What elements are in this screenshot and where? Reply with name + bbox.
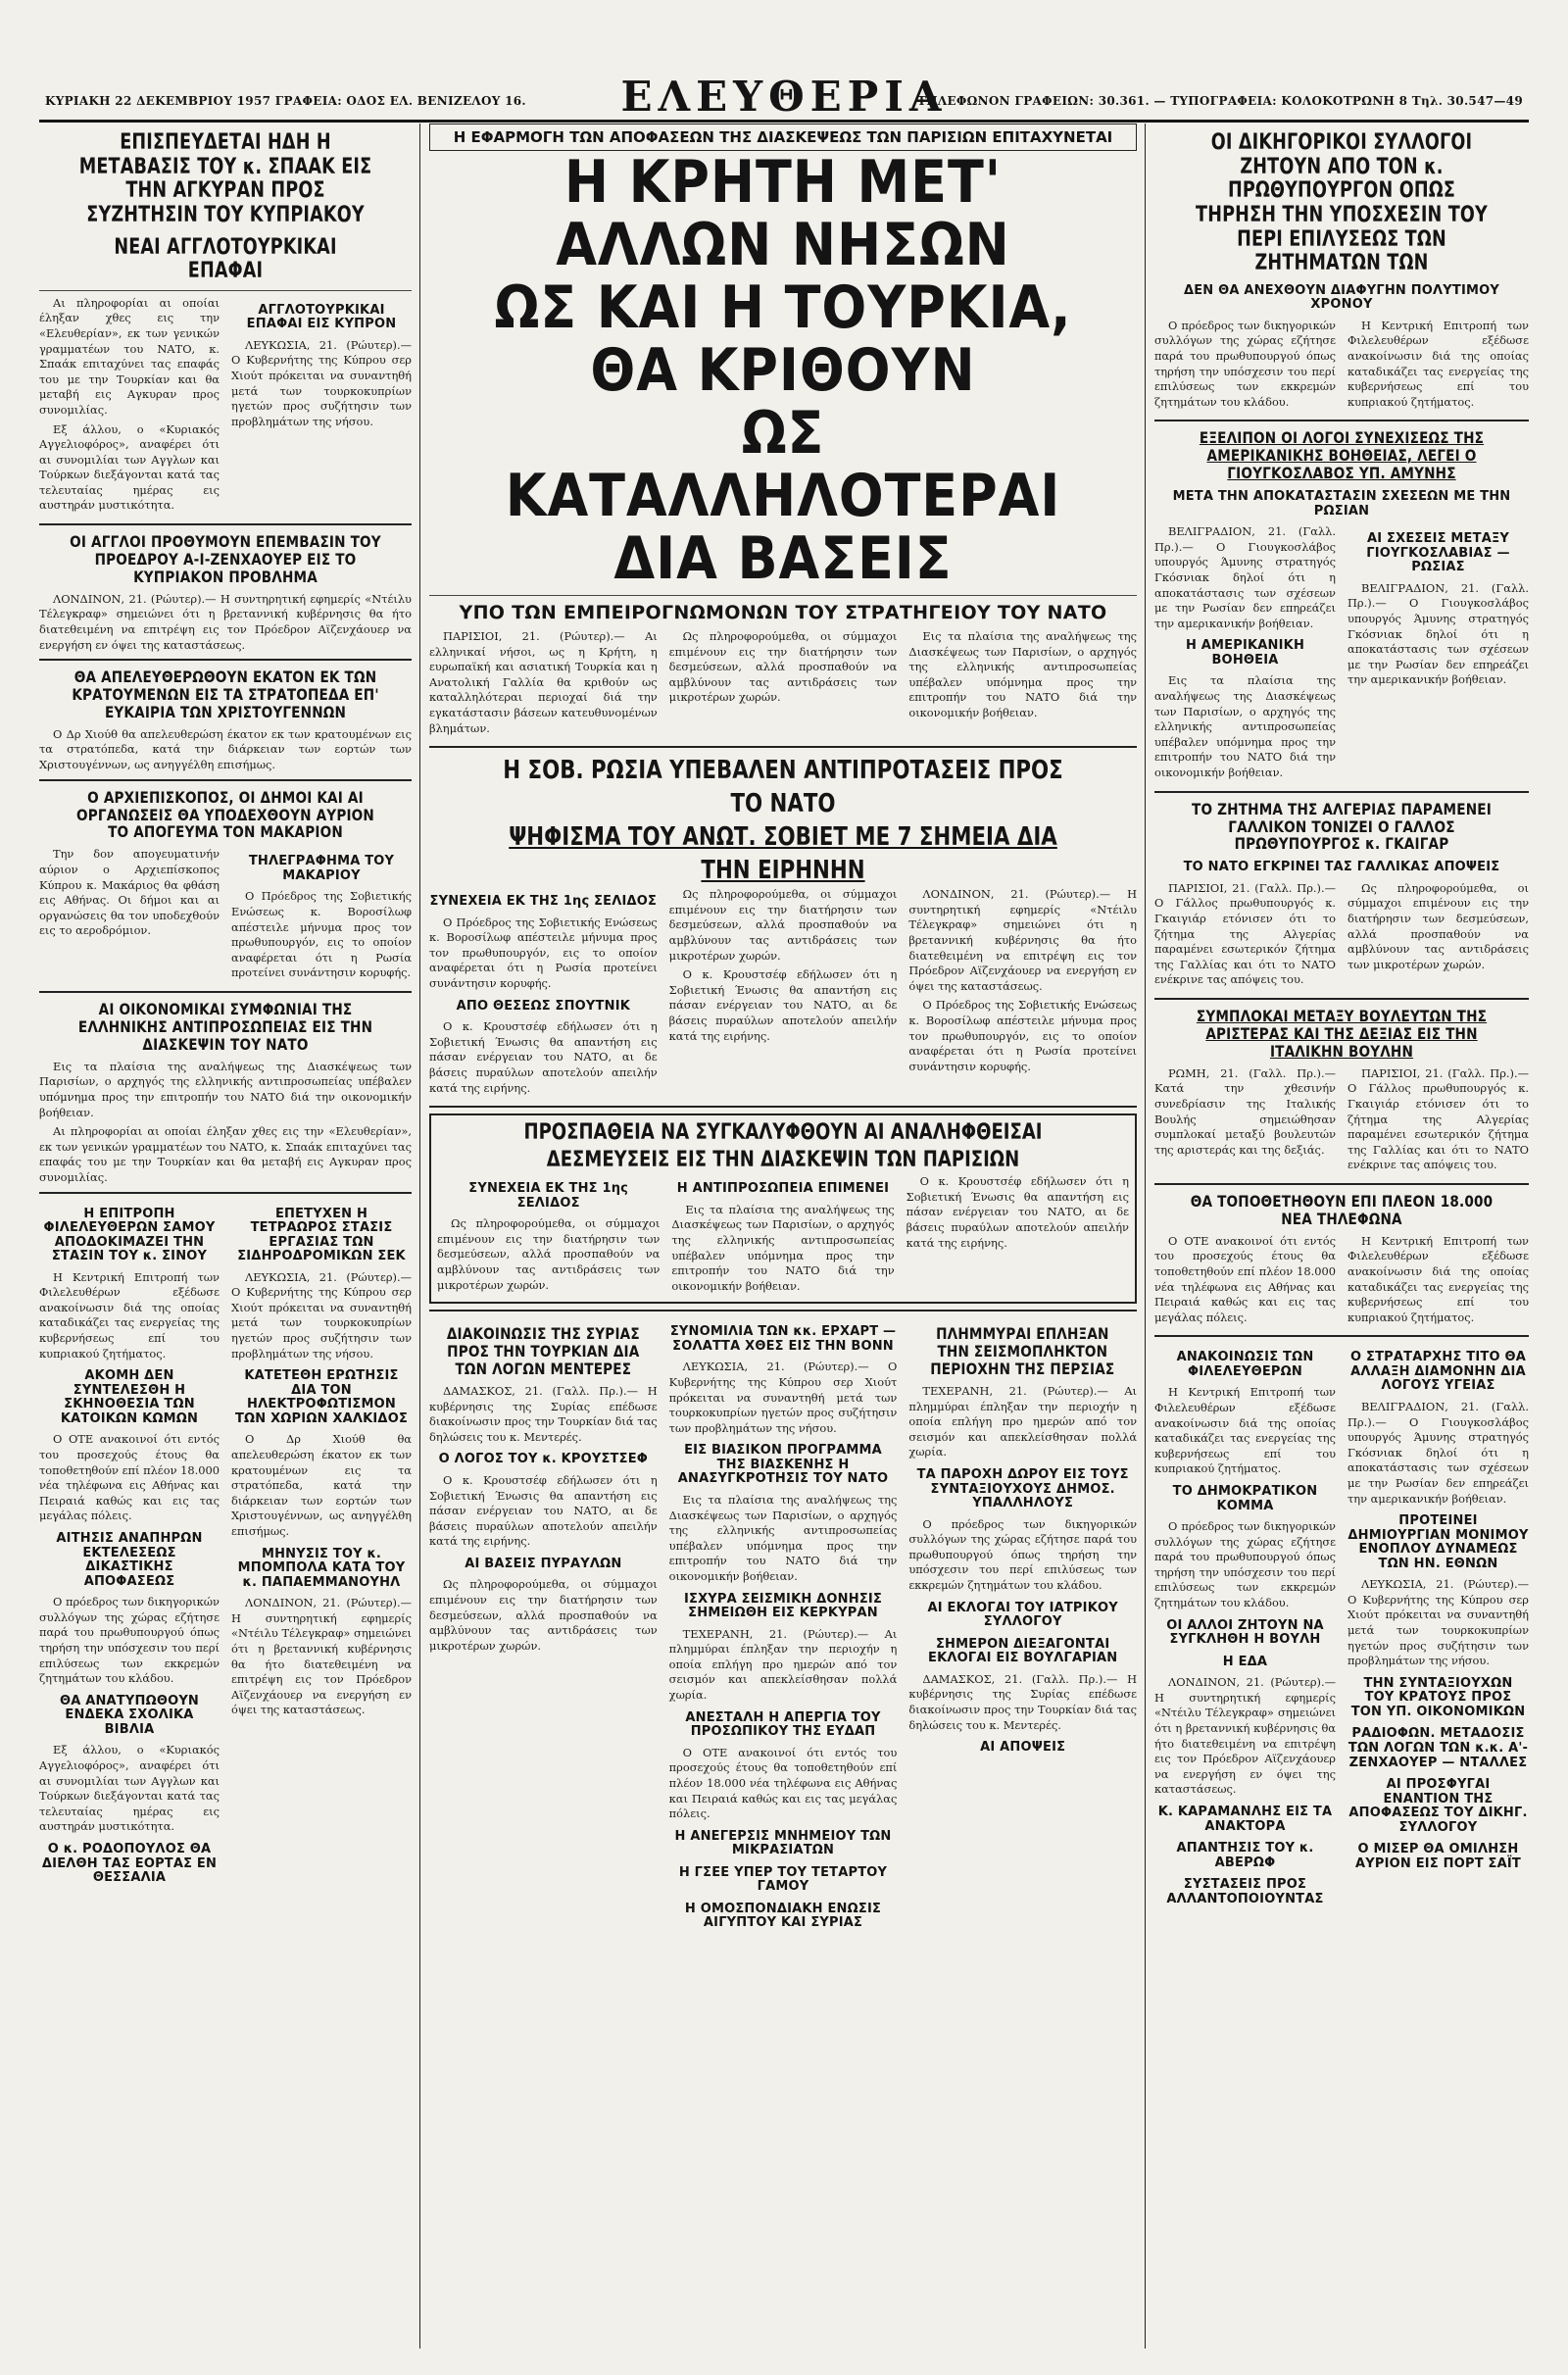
subhead-averoff: ΑΠΑΝΤΗΣΙΣ ΤΟΥ κ. ΑΒΕΡΩΦ [1176, 1841, 1314, 1870]
article-telephones [1154, 1234, 1529, 1330]
article-text: Αι πληροφορίαι αι οποίαι έληξαν χθες εις την «Ελευθερίαν», εκ των γενικών γραμματέων του ΝΑΤΟ, κ. Σπαάκ επιταχύνει τας επαφάς του με την Τουρκίαν και θα μεταβή εις Αγκυραν προς συνομιλίας. [39, 295, 220, 417]
article-text: Ο κ. Κρουστσέφ εδήλωσεν ότι η Σοβιετική Ένωσις θα απαντήση εις πάσαν ενέργειαν του ΝΑΤΟ, αι δε βάσεις πυραύλων αποτελούν απειλήν κατά της ειρήνης. [429, 1019, 658, 1095]
article-text: ΠΑΡΙΣΙΟΙ, 21. (Γαλλ. Πρ.).— Ο Γάλλος πρωθυπουργός κ. Γκαιγιάρ ετόνισεν ότι το ζήτημα της Αλγερίας παραμένει εσωτερικόν ζήτημα της Γαλλίας και ότι το ΝΑΤΟ ενέκρινε τας απόψεις του. [1154, 880, 1336, 987]
headline-yugoslav-aid: ΕΞΕΛΙΠΟΝ ΟΙ ΛΟΓΟΙ ΣΥΝΕΧΙΣΕΩΣ ΤΗΣ ΑΜΕΡΙΚΑΝΙΚΗΣ ΒΟΗΘΕΙΑΣ, ΛΕΓΕΙ Ο ΓΙΟΥΓΚΟΣΛΑΒΟΣ ΥΠ. ΑΜΥΝΗΣ [1199, 428, 1485, 483]
article-text: ΒΕΛΙΓΡΑΔΙΟΝ, 21. (Γαλλ. Πρ.).— Ο Γιουγκοσλάβος υπουργός Άμυνης στρατηγός Γκόσνιακ δηλοί ότι η αποκατάστασις των σχέσεων με την Ρωσίαν δεν επηρεάζει την αμερικανικήν βοήθειαν. [1348, 1399, 1529, 1506]
headline-lawyers: ΟΙ ΔΙΚΗΓΟΡΙΚΟΙ ΣΥΛΛΟΓΟΙ ΖΗΤΟΥΝ ΑΠΟ ΤΟΝ κ. ΠΡΩΘΥΠΟΥΡΓΟΝ ΟΠΩΣ ΤΗΡΗΣΗ ΤΗΝ ΥΠΟΣΧΕΣΙΝ ΤΟΥ ΠΕΡΙ ΕΠΙΛΥΣΕΩΣ ΤΩΝ ΖΗΤΗΜΑΤΩΝ ΤΩΝ [1196, 130, 1488, 276]
article-text: Ο Πρόεδρος της Σοβιετικής Ενώσεως κ. Βοροσίλωφ απέστειλε μήνυμα προς τον πρωθυπουργόν, εις το οποίον αναφέρεται ότι η Ρωσία προτείνει συνάντησιν κορυφής. [908, 998, 1138, 1073]
headline-makarios: Ο ΑΡΧΙΕΠΙΣΚΟΠΟΣ, ΟΙ ΔΗΜΟΙ ΚΑΙ ΑΙ ΟΡΓΑΝΩΣΕΙΣ ΘΑ ΥΠΟΔΕΧΘΟΥΝ ΑΥΡΙΟΝ ΤΟ ΑΠΟΓΕΥΜΑ ΤΟΝ ΜΑΚΑΡΙΟΝ [76, 787, 374, 842]
subhead-democratic-party: ΤΟ ΔΗΜΟΚΡΑΤΙΚΟΝ ΚΟΜΜΑ [1172, 1483, 1318, 1513]
article-spaak [39, 296, 412, 518]
article-text: ΒΕΛΙΓΡΑΔΙΟΝ, 21. (Γαλλ. Πρ.).— Ο Γιουγκοσλάβος υπουργός Άμυνης στρατηγός Γκόσνιακ δηλοί ότι η αποκατάστασις των σχέσεων με την Ρωσίαν δεν επηρεάζει την αμερικανικήν βοήθειαν. [1348, 580, 1529, 687]
article-text: ΔΑΜΑΣΚΟΣ, 21. (Γαλλ. Πρ.).— Η κυβέρνησις της Συρίας επέδωσε διακοίνωσιν προς την Τουρκίαν διά τας δηλώσεις του κ. Μεντερές. [908, 1671, 1138, 1732]
brief-head: ΤΑ ΠΑΡΟΧΗ ΔΩΡΟΥ ΕΙΣ ΤΟΥΣ ΣΥΝΤΑΞΙΟΥΧΟΥΣ ΔΗΜΟΣ. ΥΠΑΛΛΗΛΟΥΣ [916, 1466, 1129, 1511]
brief-head: Ο κ. ΡΟΔΟΠΟΥΛΟΣ ΘΑ ΔΙΕΛΘΗ ΤΑΣ ΕΟΡΤΑΣ ΕΝ ΘΕΣΣΑΛΙΑ [41, 1841, 218, 1886]
brief-head: Η ΟΜΟΣΠΟΝΔΙΑΚΗ ΕΝΩΣΙΣ ΑΙΓΥΠΤΟΥ ΚΑΙ ΣΥΡΙΑΣ [684, 1901, 882, 1931]
left-column [39, 124, 412, 1892]
article-text: ΛΟΝΔΙΝΟΝ, 21. (Ρώυτερ).— Η συντηρητική εφημερίς «Ντέιλυ Τέλεγκραφ» σημειώνει ότι η βρεταννική κυβέρνησις θα ήτο διατεθειμένη να επιτρέψη εις τον Πρόεδρον Αϊζενχάουερ να ενεργήση εν όψει της καταστάσεως. [231, 1596, 412, 1717]
lead-banner-line-1: Η ΚΡΗΤΗ ΜΕΤ' ΑΛΛΩΝ ΝΗΣΩΝ [556, 148, 1010, 279]
article-text: Ο κ. Κρουστσέφ εδήλωσεν ότι η Σοβιετική Ένωσις θα απαντήση εις πάσαν ενέργειαν του ΝΑΤΟ, αι δε βάσεις πυραύλων αποτελούν απειλήν κατά της ειρήνης. [668, 967, 898, 1043]
article-text: Ο ΟΤΕ ανακοινοί ότι εντός του προσεχούς έτους θα τοποθετηθούν επί πλέον 18.000 νέα τηλέφωνα εις Αθήνας και Πειραιά καθώς και εις τας μεγάλας πόλεις. [1154, 1233, 1336, 1324]
subheadline-yugoslav: ΜΕΤΑ ΤΗΝ ΑΠΟΚΑΤΑΣΤΑΣΙΝ ΣΧΕΣΕΩΝ ΜΕ ΤΗΝ ΡΩΣΙΑΝ [1172, 489, 1511, 519]
article-text: Εξ άλλου, ο «Κυριακός Αγγελιοφόρος», αναφέρει ότι αι συνομιλίαι των Αγγλων και Τούρκων διεξάγονται κατά τας τελευταίας ημέρας εις αυστηράν μυστικότητα. [39, 421, 220, 513]
article-text: Η Κεντρική Επιτροπή των Φιλελευθέρων εξέδωσε ανακοίνωσιν διά της οποίας καταδικάζει τας ενεργείας της κυβερνήσεως επί του κυπριακού ζητήματος. [1154, 1385, 1336, 1476]
brief-head: ΑΙΤΗΣΙΣ ΑΝΑΠΗΡΩΝ ΕΚΤΕΛΕΣΕΩΣ ΔΙΚΑΣΤΙΚΗΣ ΑΠΟΦΑΣΕΩΣ [56, 1531, 203, 1589]
article-text: Η Κεντρική Επιτροπή των Φιλελευθέρων εξέδωσε ανακοίνωσιν διά της οποίας καταδικάζει τας ενεργείας της κυβερνήσεως επί του κυπριακού ζητήματος. [39, 1269, 220, 1361]
column-rule [1145, 124, 1146, 2349]
subheadline-algeria: ΤΟ ΝΑΤΟ ΕΓΚΡΙΝΕΙ ΤΑΣ ΓΑΛΛΙΚΑΣ ΑΠΟΨΕΙΣ [1183, 860, 1500, 875]
article-text: ΛΕΥΚΩΣΙΑ, 21. (Ρώυτερ).— Ο Κυβερνήτης της Κύπρου σερ Χιούτ πρόκειται να συναντηθή μετά των τουρκοκυπρίων ηγετών προς συζήτησιν των προβλημάτων της νήσου. [668, 1360, 898, 1435]
article-text: Ως πληροφορούμεθα, οι σύμμαχοι επιμένουν εις την διατήρησιν των δεσμεύσεων, αλλά προσπαθούν να αμβλύνουν τας αντιδράσεις των μικροτέρων χωρών. [1348, 880, 1529, 971]
rule [1154, 420, 1529, 421]
rule [39, 659, 412, 661]
article-text: ΡΩΜΗ, 21. (Γαλλ. Πρ.).— Κατά την χθεσινήν συνεδρίασιν της Ιταλικής Βουλής σημειώθησαν συμπλοκαί μεταξύ βουλευτών της αριστεράς και της δεξιάς. [1154, 1065, 1336, 1157]
lower-center [429, 1317, 1137, 1937]
article-text: ΒΕΛΙΓΡΑΔΙΟΝ, 21. (Γαλλ. Πρ.).— Ο Γιουγκοσλάβος υπουργός Άμυνης στρατηγός Γκόσνιακ δηλοί ότι η αποκατάστασις των σχέσεων με την Ρωσίαν δεν επηρεάζει την αμερικανικήν βοήθειαν. [1154, 524, 1336, 630]
right-column [1154, 124, 1529, 1912]
article-text: Εις τα πλαίσια της αναλήψεως της Διασκέψεως των Παρισίων, ο αρχηγός της ελληνικής αντιπροσωπείας υπέβαλεν υπόμνημα προς την επιτροπήν του ΝΑΤΟ διά την οικονομικήν βοήθειαν. [39, 1059, 412, 1119]
subhead-sputnik: ΑΠΟ ΘΕΣΕΩΣ ΣΠΟΥΤΝΙΚ [456, 998, 631, 1014]
article-text: Εις τα πλαίσια της αναλήψεως της Διασκέψεως των Παρισίων, ο αρχηγός της ελληνικής αντιπροσωπείας υπέβαλεν υπόμνημα προς την επιτροπήν του ΝΑΤΟ διά την οικονομικήν βοήθειαν. [668, 1493, 898, 1583]
article-text: Ο πρόεδρος των δικηγορικών συλλόγων της χώρας εζήτησε παρά του πρωθυπουργού όπως τηρήση την υπόσχεσιν του περί επιλύσεως των εκκρεμών ζητημάτων του κλάδου. [39, 1595, 220, 1686]
article-text: ΤΕΧΕΡΑΝΗ, 21. (Ρώυτερ).— Αι πλημμύραι έπληξαν την περιοχήν η οποία επλήγη προ ημερών από τον σεισμόν και απεκλείσθησαν πολλά χωρία. [908, 1384, 1138, 1460]
rule [1154, 998, 1529, 1000]
front-page [39, 124, 1529, 2349]
article-algeria [1154, 881, 1529, 992]
rule [429, 1106, 1137, 1108]
headline-syria: ΔΙΑΚΟΙΝΩΣΙΣ ΤΗΣ ΣΥΡΙΑΣ ΠΡΟΣ ΤΗΝ ΤΟΥΡΚΙΑΝ ΔΙΑ ΤΩΝ ΛΟΓΩΝ ΜΕΝΤΕΡΕΣ [446, 1324, 640, 1379]
article-text: ΔΑΜΑΣΚΟΣ, 21. (Γαλλ. Πρ.).— Η κυβέρνησις της Συρίας επέδωσε διακοίνωσιν προς την Τουρκίαν διά τας δηλώσεις του κ. Μεντερές. [429, 1384, 658, 1444]
subheadline-lawyers: ΔΕΝ ΘΑ ΑΝΕΧΘΟΥΝ ΔΙΑΦΥΓΗΝ ΠΟΛΥΤΙΜΟΥ ΧΡΟΝΟΥ [1183, 282, 1500, 313]
brief-head: ΡΑΔΙΟΦΩΝ. ΜΕΤΑΔΟΣΙΣ ΤΩΝ ΛΟΓΩΝ ΤΩΝ κ.κ. Α'-ΖΕΝΧΑΟΥΕΡ — ΝΤΑΛΛΕΣ [1348, 1726, 1529, 1770]
brief-head: ΑΙ ΑΠΟΨΕΙΣ [980, 1740, 1066, 1756]
center-column [429, 124, 1137, 1937]
lead-banner-line-2: ΩΣ ΚΑΙ Η ΤΟΥΡΚΙΑ, ΘΑ ΚΡΙΘΟΥΝ [494, 273, 1072, 405]
paris-commitments-box [429, 1113, 1137, 1304]
headline-paris-commitments: ΠΡΟΣΠΑΘΕΙΑ ΝΑ ΣΥΓΚΑΛΥΦΘΟΥΝ ΑΙ ΑΝΑΛΗΦΘΕΙΣΑΙ ΔΕΣΜΕΥΣΕΙΣ ΕΙΣ ΤΗΝ ΔΙΑΣΚΕΨΙΝ ΤΩΝ ΠΑΡΙΣΙΩΝ [523, 1120, 1043, 1173]
subhead-missile-bases: ΑΙ ΒΑΣΕΙΣ ΠΥΡΑΥΛΩΝ [465, 1556, 622, 1571]
brief-head: Η ΑΝΕΓΕΡΣΙΣ ΜΝΗΜΕΙΟΥ ΤΩΝ ΜΙΚΡΑΣΙΑΤΩΝ [674, 1828, 892, 1858]
brief-head: Η ΕΠΙΤΡΟΠΗ ΦΙΛΕΛΕΥΘΕΡΩΝ ΣΑΜΟΥ ΑΠΟΔΟΚΙΜΑΖΕΙ ΤΗΝ ΣΤΑΣΙΝ ΤΟΥ κ. ΣΙΝΟΥ [43, 1206, 216, 1264]
rule [429, 746, 1137, 748]
article-text: ΤΕΧΕΡΑΝΗ, 21. (Ρώυτερ).— Αι πλημμύραι έπληξαν την περιοχήν η οποία επλήγη προ ημερών από τον σεισμόν και απεκλείσθησαν πολλά χωρία. [668, 1626, 898, 1703]
soviet-article [429, 887, 1137, 1100]
article-text: ΛΟΝΔΙΝΟΝ, 21. (Ρώυτερ).— Η συντηρητική εφημερίς «Ντέιλυ Τέλεγκραφ» σημειώνει ότι η βρεταννική κυβέρνησις θα ήτο διατεθειμένη να επιτρέψη εις τον Πρόεδρον Αϊζενχάουερ να ενεργήση εν όψει της καταστάσεως. [908, 887, 1138, 993]
rule [39, 779, 412, 781]
headline-telephones: ΘΑ ΤΟΠΟΘΕΤΗΘΟΥΝ ΕΠΙ ΠΛΕΟΝ 18.000 ΝΕΑ ΤΗΛΕΦΩΝΑ [1190, 1191, 1494, 1228]
column-rule [419, 124, 420, 2349]
article-text: Ο Δρ Χιούθ θα απελευθερώση έκατον εκ των κρατουμένων εις τα στρατόπεδα, κατά την διάρκειαν των εορτών των Χριστουγέννων, ως ανηγγέλθη επισήμως. [39, 726, 412, 772]
masthead [39, 73, 1529, 123]
lead-article [429, 629, 1137, 740]
lead-banner-line-3: ΩΣ ΚΑΤΑΛΛΗΛΟΤΕΡΑΙ ΔΙΑ ΒΑΣΕΙΣ [505, 399, 1061, 593]
brief-head: ΑΝΕΣΤΑΛΗ Η ΑΠΕΡΓΙΑ ΤΟΥ ΠΡΟΣΩΠΙΚΟΥ ΤΗΣ ΕΥΔΑΠ [685, 1709, 881, 1740]
article-text: Ο κ. Κρουστσέφ εδήλωσεν ότι η Σοβιετική Ένωσις θα απαντήση εις πάσαν ενέργειαν του ΝΑΤΟ, αι δε βάσεις πυραύλων αποτελούν απειλήν κατά της ειρήνης. [906, 1174, 1129, 1250]
article-text: Ο πρόεδρος των δικηγορικών συλλόγων της χώρας εζήτησε παρά του πρωθυπουργού όπως τηρήση την υπόσχεσιν του περί επιλύσεως των εκκρεμών ζητημάτων του κλάδου. [1154, 318, 1336, 409]
brief-head: Ο ΣΤΡΑΤΑΡΧΗΣ ΤΙΤΟ ΘΑ ΑΛΛΑΞΗ ΔΙΑΜΟΝΗΝ ΔΙΑ ΛΟΓΟΥΣ ΥΓΕΙΑΣ [1350, 1350, 1526, 1394]
article-text: Ο ΟΤΕ ανακοινοί ότι εντός του προσεχούς έτους θα τοποθετηθούν επί πλέον 18.000 νέα τηλέφωνα εις Αθήνας και Πειραιά καθώς και εις τας μεγάλας πόλεις. [39, 1432, 220, 1523]
brief-head: ΠΡΟΤΕΙΝΕΙ ΔΗΜΙΟΥΡΓΙΑΝ ΜΟΝΙΜΟΥ ΕΝΟΠΛΟΥ ΔΥΝΑΜΕΩΣ ΤΩΝ ΗΝ. ΕΘΝΩΝ [1348, 1513, 1529, 1571]
article-text: ΛΕΥΚΩΣΙΑ, 21. (Ρώυτερ).— Ο Κυβερνήτης της Κύπρου σερ Χιούτ πρόκειται να συναντηθή μετά των τουρκοκυπρίων ηγετών προς συζήτησιν των προβλημάτων της νήσου. [231, 337, 412, 428]
brief-head: ΜΗΝΥΣΙΣ ΤΟΥ κ. ΜΠΟΜΠΟΛΑ ΚΑΤΑ ΤΟΥ κ. ΠΑΠΑΕΜΜΑΝΟΥΗΛ [237, 1546, 406, 1590]
article-text: Εις τα πλαίσια της αναλήψεως της Διασκέψεως των Παρισίων, ο αρχηγός της ελληνικής αντιπροσωπείας υπέβαλεν υπόμνημα προς την επιτροπήν του ΝΑΤΟ διά την οικονομικήν βοήθειαν. [1154, 673, 1336, 780]
subhead-delegation: Η ΑΝΤΙΠΡΟΣΩΠΕΙΑ ΕΠΙΜΕΝΕΙ [676, 1181, 890, 1197]
subhead-telegram: ΤΗΛΕΓΡΑΦΗΜΑ ΤΟΥ ΜΑΚΑΡΙΟΥ [248, 854, 395, 883]
headline-economic-agreements: ΑΙ ΟΙΚΟΝΟΜΙΚΑΙ ΣΥΜΦΩΝΙΑΙ ΤΗΣ ΕΛΛΗΝΙΚΗΣ ΑΝΤΙΠΡΟΣΩΠΕΙΑΣ ΕΙΣ ΤΗΝ ΔΙΑΣΚΕΨΙΝ ΤΟΥ ΝΑΤΟ [77, 1000, 373, 1054]
subhead-karamanlis: Κ. ΚΑΡΑΜΑΝΛΗΣ ΕΙΣ ΤΑ ΑΝΑΚΤΟΡΑ [1157, 1805, 1333, 1834]
article-text: ΛΟΝΔΙΝΟΝ, 21. (Ρώυτερ).— Η συντηρητική εφημερίς «Ντέιλυ Τέλεγκραφ» σημειώνει ότι η βρεταννική κυβέρνησις θα ήτο διατεθειμένη να επιτρέψη εις τον Πρόεδρον Αϊζενχάουερ να ενεργήση εν όψει της καταστάσεως. [39, 591, 412, 652]
rule [39, 523, 412, 525]
article-text: Εις τα πλαίσια της αναλήψεως της Διασκέψεως των Παρισίων, ο αρχηγός της ελληνικής αντιπροσωπείας υπέβαλεν υπόμνημα προς την επιτροπήν του ΝΑΤΟ διά την οικονομικήν βοήθειαν. [908, 629, 1138, 719]
rule [39, 1192, 412, 1194]
brief-head: ΣΗΜΕΡΟΝ ΔΙΕΞΑΓΟΝΤΑΙ ΕΚΛΟΓΑΙ ΕΙΣ ΒΟΥΛΓΑΡΙΑΝ [927, 1636, 1118, 1666]
headline-anglo-turkish: ΝΕΑΙ ΑΓΓΛΟΤΟΥΡΚΙΚΑΙ ΕΠΑΦΑΙ [114, 234, 337, 284]
article-text: ΛΕΥΚΩΣΙΑ, 21. (Ρώυτερ).— Ο Κυβερνήτης της Κύπρου σερ Χιούτ πρόκειται να συναντηθή μετά των τουρκοκυπρίων ηγετών προς συζήτησιν των προβλημάτων της νήσου. [231, 1269, 412, 1361]
continuation-note: ΣΥΝΕΧΕΙΑ ΕΚ ΤΗΣ 1ης ΣΕΛΙΔΟΣ [429, 894, 658, 910]
brief-head: Η ΓΣΕΕ ΥΠΕΡ ΤΟΥ ΤΕΤΑΡΤΟΥ ΓΑΜΟΥ [678, 1864, 888, 1895]
brief-head: ΑΙ ΕΚΛΟΓΑΙ ΤΟΥ ΙΑΤΡΙΚΟΥ ΣΥΛΛΟΓΟΥ [927, 1600, 1118, 1630]
headline-spaak: ΕΠΙΣΠΕΥΔΕΤΑΙ ΗΔΗ Η ΜΕΤΑΒΑΣΙΣ ΤΟΥ κ. ΣΠΑΑΚ ΕΙΣ ΤΗΝ ΑΓΚΥΡΑΝ ΠΡΟΣ ΣΥΖΗΤΗΣΙΝ ΤΟΥ ΚΥΠΡΙΑΚΟΥ [78, 130, 372, 227]
headline-detainees: ΘΑ ΑΠΕΛΕΥΘΕΡΩΘΟΥΝ ΕΚΑΤΟΝ ΕΚ ΤΩΝ ΚΡΑΤΟΥΜΕΝΩΝ ΕΙΣ ΤΑ ΣΤΡΑΤΟΠΕΔΑ ΕΠ' ΕΥΚΑΙΡΙΑ ΤΩΝ ΧΡΙΣΤΟΥΓΕΝΝΩΝ [72, 668, 379, 721]
article-text: Ο πρόεδρος των δικηγορικών συλλόγων της χώρας εζήτησε παρά του πρωθυπουργού όπως τηρήση την υπόσχεσιν του περί επιλύσεως των εκκρεμών ζητημάτων του κλάδου. [908, 1516, 1138, 1592]
rule [39, 290, 412, 291]
continuation-note: ΣΥΝΕΧΕΙΑ ΕΚ ΤΗΣ 1ης ΣΕΛΙΔΟΣ [468, 1181, 629, 1211]
brief-head: ΣΥΝΟΜΙΛΙΑ ΤΩΝ κκ. ΕΡΧΑΡΤ — ΣΟΛΑΤΤΑ ΧΘΕΣ ΕΙΣ ΤΗΝ ΒΟΝΝ [669, 1324, 897, 1354]
article-makarios [39, 847, 412, 985]
article-text: Ως πληροφορούμεθα, οι σύμμαχοι επιμένουν εις την διατήρησιν των δεσμεύσεων, αλλά προσπαθούν να αμβλύνουν τας αντιδράσεις των μικροτέρων χωρών. [437, 1216, 661, 1292]
rule [39, 991, 412, 993]
masthead-phones: ΤΗΛΕΦΩΝΟΝ ΓΡΑΦΕΙΩΝ: 30.361. — ΤΥΠΟΓΡΑΦΕΙΑ: ΚΟΛΟΚΟΤΡΩΝΗ 8 Τηλ. 30.547—49 [916, 94, 1523, 108]
article-text: ΛΟΝΔΙΝΟΝ, 21. (Ρώυτερ).— Η συντηρητική εφημερίς «Ντέιλυ Τέλεγκραφ» σημειώνει ότι η βρεταννική κυβέρνησις θα ήτο διατεθειμένη να επιτρέψη εις τον Πρόεδρον Αϊζενχάουερ να ενεργήση εν όψει της καταστάσεως. [1154, 1675, 1336, 1797]
brief-head: ΙΣΧΥΡΑ ΣΕΙΣΜΙΚΗ ΔΟΝΗΣΙΣ ΣΗΜΕΙΩΘΗ ΕΙΣ ΚΕΡΚΥΡΑΝ [683, 1591, 883, 1621]
headline-persia-floods: ΠΛΗΜΜΥΡΑΙ ΕΠΛΗΞΑΝ ΤΗΝ ΣΕΙΣΜΟΠΛΗΚΤΟΝ ΠΕΡΙΟΧΗΝ ΤΗΣ ΠΕΡΣΙΑΣ [930, 1324, 1115, 1379]
article-text: Ως πληροφορούμεθα, οι σύμμαχοι επιμένουν εις την διατήρησιν των δεσμεύσεων, αλλά προσπαθούν να αμβλύνουν τας αντιδράσεις των μικροτέρων χωρών. [668, 629, 898, 705]
article-text: Ως πληροφορούμεθα, οι σύμμαχοι επιμένουν εις την διατήρησιν των δεσμεύσεων, αλλά προσπαθούν να αμβλύνουν τας αντιδράσεις των μικροτέρων χωρών. [668, 887, 898, 963]
subhead-relations: ΑΙ ΣΧΕΣΕΙΣ ΜΕΤΑΞΥ ΓΙΟΥΓΚΟΣΛΑΒΙΑΣ — ΡΩΣΙΑΣ [1366, 531, 1510, 575]
article-text: ΛΕΥΚΩΣΙΑ, 21. (Ρώυτερ).— Ο Κυβερνήτης της Κύπρου σερ Χιούτ πρόκειται να συναντηθή μετά των τουρκοκυπρίων ηγετών προς συζήτησιν των προβλημάτων της νήσου. [1348, 1577, 1529, 1668]
brief-head: Ο ΜΙΣΕΡ ΘΑ ΟΜΙΛΗΣΗ ΑΥΡΙΟΝ ΕΙΣ ΠΟΡΤ ΣΑΪΤ [1355, 1842, 1521, 1871]
subhead-others: ΟΙ ΑΛΛΟΙ ΖΗΤΟΥΝ ΝΑ ΣΥΓΚΛΗΘΗ Η ΒΟΥΛΗ [1166, 1617, 1324, 1648]
brief-head: ΕΙΣ ΒΙΑΣΙΚΟΝ ΠΡΟΓΡΑΜΜΑ ΤΗΣ ΒΙΑΣΚΕΝΗΣ Η ΑΝΑΣΥΓΚΡΟΤΗΣΙΣ ΤΟΥ ΝΑΤΟ [677, 1443, 889, 1487]
article-text: ΠΑΡΙΣΙΟΙ, 21. (Ρώυτερ).— Αι ελληνικαί νήσοι, ως η Κρήτη, η ευρωπαϊκή και ασιατική Τουρκία και η Ανατολική Γαλλία θα κριθούν ως καταλληλότεραι περιοχαί διά την εγκατάστασιν βάσεων κατευθυνομένων βλημάτων. [429, 629, 658, 735]
article-text: Ο Δρ Χιούθ θα απελευθερώση έκατον εκ των κρατουμένων εις τα στρατόπεδα, κατά την διάρκειαν των εορτών των Χριστουγέννων, ως ανηγγέλθη επισήμως. [231, 1432, 412, 1538]
right-briefs [1154, 1343, 1529, 1912]
article-text: Η Κεντρική Επιτροπή των Φιλελευθέρων εξέδωσε ανακοίνωσιν διά της οποίας καταδικάζει τας ενεργείας της κυβερνήσεως επί του κυπριακού ζητήματος. [1348, 1233, 1529, 1324]
subhead-eda: Η ΕΔΑ [1222, 1654, 1268, 1669]
headline-soviet-counterproposals: Η ΣΟΒ. ΡΩΣΙΑ ΥΠΕΒΑΛΕΝ ΑΝΤΙΠΡΟΤΑΣΕΙΣ ΠΡΟΣ ΤΟ ΝΑΤΟ [503, 756, 1063, 819]
rule [1154, 791, 1529, 793]
article-text: Αι πληροφορίαι αι οποίαι έληξαν χθες εις την «Ελευθερίαν», εκ των γενικών γραμματέων του ΝΑΤΟ, κ. Σπαάκ επιταχύνει τας επαφάς του με την Τουρκίαν και θα μεταβή εις Αγκυραν προς συνομιλίας. [39, 1124, 412, 1184]
article-text: Ο ΟΤΕ ανακοινοί ότι εντός του προσεχούς έτους θα τοποθετηθούν επί πλέον 18.000 νέα τηλέφωνα εις Αθήνας και Πειραιά καθώς και εις τας μεγάλας πόλεις. [668, 1745, 898, 1821]
article-text: Ως πληροφορούμεθα, οι σύμμαχοι επιμένουν εις την διατήρησιν των δεσμεύσεων, αλλά προσπαθούν να αμβλύνουν τας αντιδράσεις των μικροτέρων χωρών. [429, 1577, 658, 1653]
article-yugoslav [1154, 524, 1529, 784]
rule [1154, 1183, 1529, 1185]
brief-head: ΤΗΝ ΣΥΝΤΑΞΙΟΥΧΩΝ ΤΟΥ ΚΡΑΤΟΥΣ ΠΡΟΣ ΤΟΝ ΥΠ. ΟΙΚΟΝΟΜΙΚΩΝ [1350, 1675, 1526, 1719]
article-text: Ο πρόεδρος των δικηγορικών συλλόγων της χώρας εζήτησε παρά του πρωθυπουργού όπως τηρήση την υπόσχεσιν του περί επιλύσεως των εκκρεμών ζητημάτων του κλάδου. [1154, 1519, 1336, 1610]
headline-eisenhower: ΟΙ ΑΓΓΛΟΙ ΠΡΟΘΥΜΟΥΝ ΕΠΕΜΒΑΣΙΝ ΤΟΥ ΠΡΟΕΔΡΟΥ Α-Ι-ΖΕΝΧΑΟΥΕΡ ΕΙΣ ΤΟ ΚΥΠΡΙΑΚΟΝ ΠΡΟΒΛΗΜΑ [70, 532, 381, 586]
brief-head: ΑΙ ΠΡΟΣΦΥΓΑΙ ΕΝΑΝΤΙΟΝ ΤΗΣ ΑΠΟΦΑΣΕΩΣ ΤΟΥ ΔΙΚΗΓ. ΣΥΛΛΟΓΟΥ [1348, 1777, 1528, 1835]
article-text: Ο Πρόεδρος της Σοβιετικής Ενώσεως κ. Βοροσίλωφ απέστειλε μήνυμα προς τον πρωθυπουργόν, εις το οποίον αναφέρεται ότι η Ρωσία προτείνει συνάντησιν κορυφής. [429, 915, 658, 991]
brief-head: ΣΥΣΤΑΣΕΙΣ ΠΡΟΣ ΑΛΛΑΝΤΟΠΟΙΟΥΝΤΑΣ [1166, 1877, 1324, 1906]
briefs [39, 1200, 412, 1892]
subhead-liberals: ΑΝΑΚΟΙΝΩΣΙΣ ΤΩΝ ΦΙΛΕΛΕΥΘΕΡΩΝ [1176, 1350, 1314, 1379]
article-text: Η Κεντρική Επιτροπή των Φιλελευθέρων εξέδωσε ανακοίνωσιν διά της οποίας καταδικάζει τας ενεργείας της κυβερνήσεως επί του κυπριακού ζητήματος. [1348, 318, 1529, 409]
rule [429, 1310, 1137, 1311]
headline-soviet-resolution: ΨΗΦΙΣΜΑ ΤΟΥ ΑΝΩΤ. ΣΟΒΙΕΤ ΜΕ 7 ΣΗΜΕΙΑ ΔΙΑ ΤΗΝ ΕΙΡΗΝΗΝ [509, 822, 1057, 886]
headline-italian-parliament: ΣΥΜΠΛΟΚΑΙ ΜΕΤΑΞΥ ΒΟΥΛΕΥΤΩΝ ΤΗΣ ΑΡΙΣΤΕΡΑΣ ΚΑΙ ΤΗΣ ΔΕΞΙΑΣ ΕΙΣ ΤΗΝ ΙΤΑΛΙΚΗΝ ΒΟΥΛΗΝ [1196, 1007, 1488, 1061]
article-text: Την δον απογευματινήν αύριον ο Αρχιεπίσκοπος Κύπρου κ. Μακάριος θα φθάση εις Αθήνας. Οι δήμοι και αι οργανώσεις θα τον υποδεχθούν εις το αεροδρόμιον. [39, 847, 220, 938]
brief-head: ΚΑΤΕΤΕΘΗ ΕΡΩΤΗΣΙΣ ΔΙΑ ΤΟΝ ΗΛΕΚΤΡΟΦΩΤΙΣΜΟΝ ΤΩΝ ΧΩΡΙΩΝ ΧΑΛΚΙΔΟΣ [234, 1368, 409, 1426]
lead-subheadline: ΥΠΟ ΤΩΝ ΕΜΠΕΙΡΟΓΝΩΜΟΝΩΝ ΤΟΥ ΣΤΡΑΤΗΓΕΙΟΥ ΤΟΥ ΝΑΤΟ [459, 602, 1107, 623]
rule [1154, 1335, 1529, 1337]
article-text: Ο Πρόεδρος της Σοβιετικής Ενώσεως κ. Βοροσίλωφ απέστειλε μήνυμα προς τον πρωθυπουργόν, εις το οποίον αναφέρεται ότι η Ρωσία προτείνει συνάντησιν κορυφής. [231, 889, 412, 980]
lead-kicker: Η ΕΦΑΡΜΟΓΗ ΤΩΝ ΑΠΟΦΑΣΕΩΝ ΤΗΣ ΔΙΑΣΚΕΨΕΩΣ ΤΩΝ ΠΑΡΙΣΙΩΝ ΕΠΙΤΑΧΥΝΕΤΑΙ [429, 124, 1137, 151]
article-text: Εις τα πλαίσια της αναλήψεως της Διασκέψεως των Παρισίων, ο αρχηγός της ελληνικής αντιπροσωπείας υπέβαλεν υπόμνημα προς την επιτροπήν του ΝΑΤΟ διά την οικονομικήν βοήθειαν. [671, 1202, 895, 1293]
newspaper-title: ΕΛΕΥΘΕΡΙΑ [620, 73, 948, 121]
article-text: Ο κ. Κρουστσέφ εδήλωσεν ότι η Σοβιετική Ένωσις θα απαντήση εις πάσαν ενέργειαν του ΝΑΤΟ, αι δε βάσεις πυραύλων αποτελούν απειλήν κατά της ειρήνης. [429, 1472, 658, 1549]
brief-head: ΘΑ ΑΝΑΤΥΠΩΘΟΥΝ ΕΝΔΕΚΑ ΣΧΟΛΙΚΑ ΒΙΒΛΙΑ [59, 1693, 200, 1737]
article-text: ΠΑΡΙΣΙΟΙ, 21. (Γαλλ. Πρ.).— Ο Γάλλος πρωθυπουργός κ. Γκαιγιάρ ετόνισεν ότι το ζήτημα της Αλγερίας παραμένει εσωτερικόν ζήτημα της Γαλλίας και ότι το ΝΑΤΟ ενέκρινε τας απόψεις του. [1348, 1065, 1529, 1172]
subhead-american-aid: Η ΑΜΕΡΙΚΑΝΙΚΗ ΒΟΗΘΕΙΑ [1185, 638, 1305, 668]
brief-head: ΑΚΟΜΗ ΔΕΝ ΣΥΝΤΕΛΕΣΘΗ Η ΣΚΗΝΟΘΕΣΙΑ ΤΩΝ ΚΑΤΟΙΚΩΝ ΚΩΜΩΝ [60, 1368, 199, 1426]
article-text: Εξ άλλου, ο «Κυριακός Αγγελιοφόρος», αναφέρει ότι αι συνομιλίαι των Αγγλων και Τούρκων διεξάγονται κατά τας τελευταίας ημέρας εις αυστηράν μυστικότητα. [39, 1743, 220, 1834]
article-lawyers [1154, 319, 1529, 415]
article-italy [1154, 1066, 1529, 1177]
brief-head: ΕΠΕΤΥΧΕΝ Η ΤΕΤΡΑΩΡΟΣ ΣΤΑΣΙΣ ΕΡΓΑΣΙΑΣ ΤΩΝ ΣΙΔΗΡΟΔΡΟΜΙΚΩΝ ΣΕΚ [237, 1206, 406, 1264]
headline-algeria: ΤΟ ΖΗΤΗΜΑ ΤΗΣ ΑΛΓΕΡΙΑΣ ΠΑΡΑΜΕΝΕΙ ΓΑΛΛΙΚΟΝ ΤΟΝΙΖΕΙ Ο ΓΑΛΛΟΣ ΠΡΩΘΥΠΟΥΡΓΟΣ κ. ΓΚΑΙΓΑΡ [1192, 799, 1492, 854]
subhead-cyprus-contacts: ΑΓΓΛΟΤΟΥΡΚΙΚΑΙ ΕΠΑΦΑΙ ΕΙΣ ΚΥΠΡΟΝ [246, 302, 397, 332]
rule [429, 595, 1137, 596]
masthead-date-address: ΚΥΡΙΑΚΗ 22 ΔΕΚΕΜΒΡΙΟΥ 1957 ΓΡΑΦΕΙΑ: ΟΔΟΣ ΕΛ. ΒΕΝΙΖΕΛΟΥ 16. [45, 94, 526, 108]
paris-article [437, 1174, 1129, 1298]
subhead-khrushchev: Ο ΛΟΓΟΣ ΤΟΥ κ. ΚΡΟΥΣΤΣΕΦ [438, 1452, 649, 1467]
